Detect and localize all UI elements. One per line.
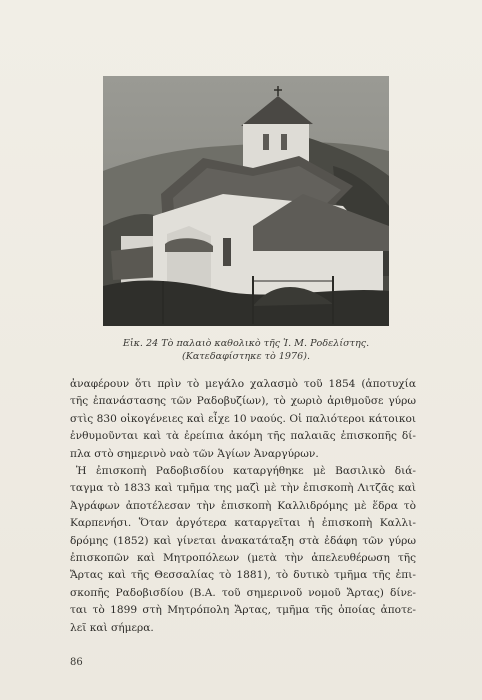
text-line: Ἄρτας καὶ τῆς Θεσσαλίας τὸ 1881), τὸ δυτικὸ τμῆμα τῆς ἐπι-: [70, 569, 416, 582]
text-line: πλα στὸ σημερινὸ ναὸ τῶν Ἁγίων Ἀναργύρων.: [70, 447, 319, 460]
text-line: Ἀγράφων ἀποτέλεσαν τὴν ἐπισκοπὴ Καλλιδρόμης μὲ ἕδρα τὸ: [70, 499, 416, 512]
figure-caption-title: Εἰκ. 24 Τὸ παλαιὸ καθολικὸ τῆς Ἱ. Μ. Ροδελίστης.: [122, 338, 370, 349]
text-line: ἐνθυμοῦνται καὶ τὰ ἐρείπια ἀκόμη τῆς παλαιᾶς ἐπισκοπῆς δί-: [70, 430, 416, 443]
text-line: ἐπισκοπῶν καὶ Μητροπόλεων (μετὰ τὴν ἀπελευθέρωση τῆς: [70, 551, 416, 564]
text-line: σκοπῆς Ραδοβισδίου (Β.Α. τοῦ σημερινοῦ νομοῦ Ἄρτας) δίνε-: [70, 586, 416, 599]
text-line: δρόμης (1852) καὶ γίνεται ἀνακατάταξη στὰ ἐδάφη τῶν γύρω: [70, 534, 416, 547]
text-line: Καρπενήσι. Ὅταν ἀργότερα καταργεῖται ἡ ἐπισκοπὴ Καλλι-: [70, 517, 416, 530]
text-line: ἀναφέρουν ὅτι πρὶν τὸ μεγάλο χαλασμὸ τοῦ 1854 (ἀποτυχία: [70, 378, 416, 390]
church-photograph: [103, 76, 389, 326]
text-line: λεῖ καὶ σήμερα.: [70, 621, 154, 634]
figure-caption-note: (Κατεδαφίστηκε τὸ 1976).: [181, 351, 310, 362]
paragraph-1: [70, 376, 416, 463]
text-line: τῆς ἐπανάστασης τῶν Ραδοβυζίων), τὸ χωριὸ ἀριθμοῦσε γύρω: [70, 395, 416, 408]
paragraph-2: [70, 463, 416, 637]
page-number: 86: [70, 657, 83, 668]
text-line: ται τὸ 1899 στὴ Μητρόπολη Ἄρτας, τμῆμα τῆς ὁποίας ἀποτε-: [70, 604, 416, 617]
text-line: στὶς 830 οἰκογένειες καὶ εἶχε 10 ναούς. Οἱ παλιότεροι κάτοικοι: [70, 412, 416, 425]
text-line: ταγμα τὸ 1833 καὶ τμῆμα της μαζὶ μὲ τὴν ἐπισκοπὴ Λιτζᾶς καὶ: [70, 482, 416, 495]
text-line: Ἡ ἐπισκοπὴ Ραδοβισδίου καταργήθηκε μὲ Βασιλικὸ διά-: [76, 465, 416, 477]
